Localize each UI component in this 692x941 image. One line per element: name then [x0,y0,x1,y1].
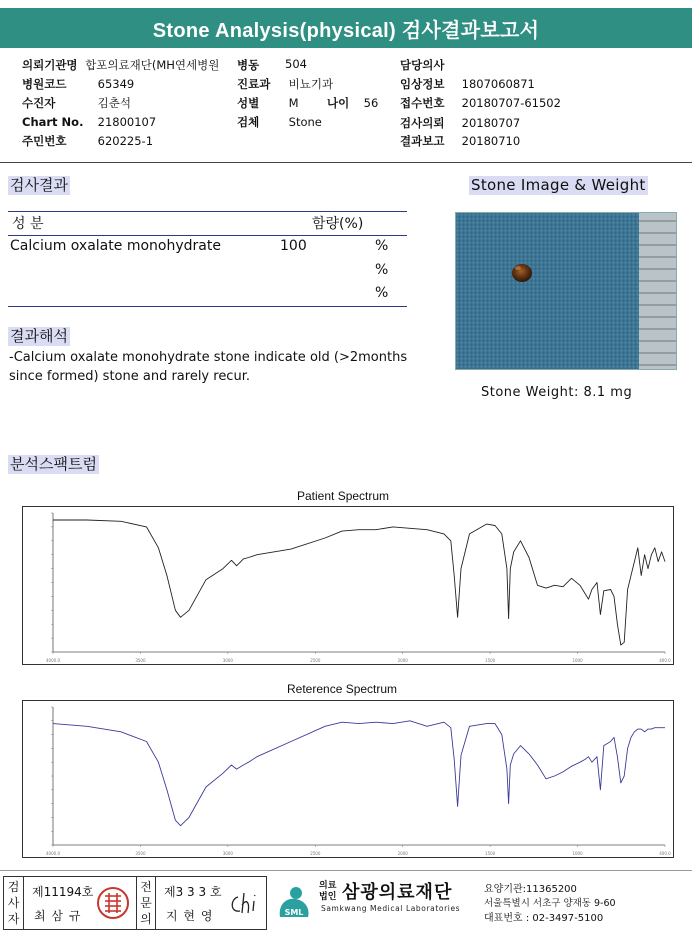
x-tick-label: 400.0 [659,658,671,663]
chart-axes [53,707,665,845]
specimen-row [237,114,322,130]
x-tick-label: 1000 [572,851,583,856]
sml-logo [270,877,318,925]
inspector-label: 검사자 [4,877,24,929]
logo-text: SML [284,908,304,917]
chart-no-value: 21800107 [97,115,157,129]
hospital-code-row [22,76,134,92]
x-tick-label: 2000 [397,658,408,663]
institution-value: 합포의료재단(MH연세병원 [85,58,220,72]
age-label: 나이 [327,96,350,110]
x-tick-label: 3000 [222,658,233,663]
institution-row [22,57,219,73]
results-table-bottom-line [8,306,407,307]
result-unit: % [375,262,389,278]
footer-divider [0,870,692,871]
result-unit: % [375,285,389,301]
patient-value: 김춘석 [97,96,131,110]
reference-spectrum-svg [23,701,673,857]
age-value: 56 [363,96,379,110]
lab-name: 삼광의료재단 [342,882,453,903]
inspector-license: 제11194호 [32,885,94,899]
interpretation-heading: 결과해석 [10,327,68,345]
results-table-header-line [8,235,407,236]
receipt-no-label: 접수번호 [400,96,445,110]
request-date-value: 20180707 [461,116,521,130]
dept-value: 비뇨기과 [288,77,334,91]
report-date-label: 결과보고 [400,134,445,148]
chart-no-label: Chart No. [22,115,84,129]
lab-small-1: 의료 [319,881,337,891]
report-date-value: 20180710 [461,134,521,148]
x-tick-label: 2500 [310,851,321,856]
inspector-seal [96,886,130,920]
x-tick-label: 2000 [397,851,408,856]
lab-phone: 대표번호 : 02-3497-5100 [484,913,604,924]
kidney-stone [512,264,532,282]
doctor-label: 담당의사 [400,58,445,72]
patient-row [22,95,131,111]
ward-label: 병동 [237,58,260,72]
results-table-top-line [8,211,407,212]
reference-spectrum-chart [22,700,674,858]
patient-spectrum-chart [22,506,674,665]
dept-label: 진료과 [237,77,271,91]
inspector-name: 최 삼 규 [34,909,82,923]
x-tick-label: 1000 [572,658,583,663]
request-date-label: 검사의뢰 [400,116,445,130]
resident-no-value: 620225-1 [97,134,154,148]
stone-photo [455,212,677,370]
interpretation-text: -Calcium oxalate monohydrate stone indicate old (>2months since formed) stone and rarely recur. [9,350,408,384]
clinical-info-value: 1807060871 [461,77,535,91]
sex-value: M [288,96,299,110]
x-tick-label: 4000.0 [46,658,60,663]
receipt-no-value: 20180707-61502 [461,96,561,110]
spectrum-line-reference [53,721,665,826]
signatures-box [3,876,267,930]
col-amount-header: 함량(%) [312,216,364,232]
sex-label: 성별 [237,96,260,110]
specimen-value: Stone [288,115,322,129]
lab-english-name: Samkwang Medical Laboratories [321,904,461,913]
specialist-signature [226,889,266,919]
dept-row [237,76,333,92]
chart-axes [53,513,665,652]
x-tick-label: 4000.0 [46,851,60,856]
age-row [327,95,378,111]
info-divider [0,162,692,163]
col-component-header: 성 분 [12,216,44,232]
patient-spectrum-title: Patient Spectrum [297,489,390,503]
ward-row [237,57,307,73]
x-tick-label: 3000 [222,851,233,856]
clinical-info-label: 임상정보 [400,77,445,91]
resident-no-label: 주민번호 [22,134,67,148]
reference-spectrum-title: Reterence Spectrum [287,682,398,696]
x-tick-label: 400.0 [659,851,671,856]
stone-image-heading: Stone Image & Weight [471,176,646,194]
spectrum-heading: 분석스팩트럼 [10,455,97,473]
report-title: Stone Analysis(physical) 검사결과보고서 [0,8,692,48]
receipt-no-row [400,95,561,111]
chart-no-row [22,115,156,129]
x-tick-label: 1500 [485,851,496,856]
specimen-label: 검체 [237,115,260,129]
report-date-row [400,133,520,149]
result-unit: % [375,238,389,254]
specialist-license: 제3 3 3 호 [164,885,222,899]
x-tick-label: 3500 [135,851,146,856]
lab-small-label [319,881,339,903]
x-tick-label: 3500 [135,658,146,663]
lab-small-2: 법인 [319,892,337,902]
specialist-name: 지 현 영 [166,909,214,923]
spectrum-line-patient [53,520,665,645]
hospital-code-value: 65349 [97,77,135,91]
stone-weight: Stone Weight: 8.1 mg [481,385,633,400]
doctor-row [400,57,444,73]
ward-value: 504 [285,57,307,71]
request-date-row [400,115,520,131]
x-tick-label: 2500 [310,658,321,663]
care-code: 요양기관:11365200 [484,884,577,895]
lab-address: 서울특별시 서초구 양재동 9-60 [484,898,616,909]
clinical-info-row [400,76,535,92]
specialist-label: 전문의 [136,877,156,929]
hospital-code-label: 병원코드 [22,77,67,91]
x-tick-label: 1500 [485,658,496,663]
patient-spectrum-svg [23,507,673,664]
institution-label: 의뢰기관명 [22,58,78,72]
patient-label: 수진자 [22,96,56,110]
sex-row [237,95,299,111]
result-component: Calcium oxalate monohydrate [10,238,221,254]
results-heading: 검사결과 [10,176,68,194]
resident-no-row [22,133,153,149]
result-amount: 100 [280,238,307,254]
